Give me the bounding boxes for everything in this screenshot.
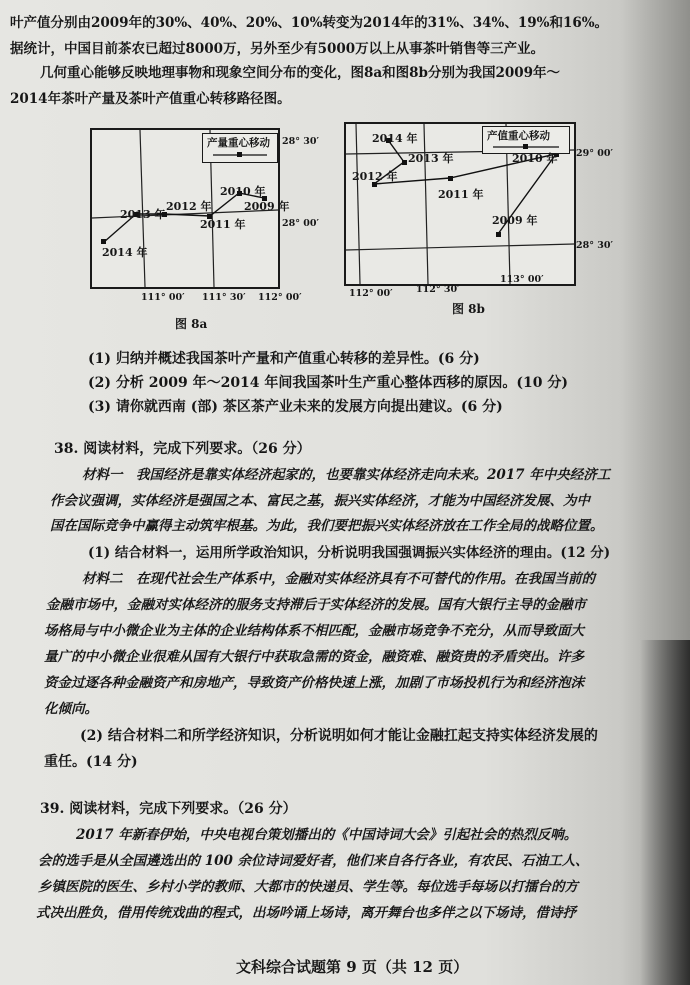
point-2009 (496, 232, 501, 237)
lat-label: 29° 00′ (576, 148, 614, 159)
legend-8a (202, 133, 278, 163)
year-label-2013: 2013 年 (120, 208, 166, 221)
intro-line-3: 几何重心能够反映地理事物和现象空间分布的变化，图8a和图8b分别为我国2009年～ (40, 65, 561, 81)
lat-label: 28° 30′ (576, 240, 614, 251)
q37-sub-2: (2) 分析 2009 年～2014 年间我国茶叶生产重心整体西移的原因。(10 分) (88, 375, 569, 391)
q38-sub-1: (1) 结合材料一，运用所学政治知识，分析说明我国强调振兴实体经济的理由。(12 分) (88, 545, 611, 561)
lon-label: 111° 30′ (202, 292, 246, 303)
q38-material-2-line-4: 量广的中小微企业很难从国有大银行中获取急需的资金，融资难、融资贵的矛盾突出。许多 (44, 649, 584, 665)
page-footer: 文科综合试题第 9 页（共 12 页） (236, 958, 469, 976)
q38-material-1-line-2: 作会议强调，实体经济是强国之本、富民之基，振兴实体经济，才能为中国经济发展、为中 (50, 493, 590, 509)
q38-heading: 38. 阅读材料，完成下列要求。（26 分） (54, 441, 311, 457)
lon-label: 112° 30′ (416, 284, 460, 295)
year-label-2012: 2012 年 (166, 200, 212, 213)
year-label-2014: 2014 年 (372, 132, 418, 145)
lon-label: 113° 00′ (500, 274, 544, 285)
caption-8b: 图 8b (452, 302, 485, 316)
year-label-2014: 2014 年 (102, 246, 148, 259)
q38-sub-2-line-2: 重任。(14 分) (44, 754, 138, 770)
q38-material-2-line-3: 场格局与中小微企业为主体的企业结构体系不相匹配，金融市场竞争不充分，从而导致面大 (44, 623, 584, 639)
q38-material-2-line-2: 金融市场中，金融对实体经济的服务支持滞后于实体经济的发展。国有大银行主导的金融市 (46, 597, 586, 613)
latitude-line (346, 244, 574, 250)
year-label-2009: 2009 年 (244, 200, 290, 213)
intro-line-2: 据统计，中国目前茶农已超过8000万，另外至少有5000万以上从事茶叶销售等三产业。 (10, 41, 545, 57)
point-2013 (402, 160, 407, 165)
year-label-2009: 2009 年 (492, 214, 538, 227)
lat-label: 28° 30′ (282, 136, 320, 147)
point-2011 (448, 176, 453, 181)
longitude-line (356, 124, 360, 284)
longitude-line (424, 124, 428, 284)
q37-sub-3: (3) 请你就西南 (部) 茶区茶产业未来的发展方向提出建议。(6 分) (88, 399, 503, 415)
figure-8b-map (344, 122, 576, 286)
q38-material-2-line-6: 化倾向。 (44, 701, 98, 717)
lon-label: 112° 00′ (258, 292, 302, 303)
q38-material-1-line-3: 国在国际竞争中赢得主动筑牢根基。为此，我们要把振兴实体经济放在工作全局的战略位置。 (50, 518, 604, 534)
legend-label: 产值重心移动 (487, 130, 550, 142)
year-label-2010: 2010 年 (220, 185, 266, 198)
intro-line-4: 2014年茶叶产量及茶叶产值重心转移路径图。 (10, 91, 291, 107)
q37-sub-1: (1) 归纳并概述我国茶叶产量和产值重心转移的差异性。(6 分) (88, 351, 480, 367)
year-label-2011: 2011 年 (200, 218, 246, 231)
page-edge-shadow (640, 640, 690, 985)
q39-para-line-2: 会的选手是从全国遴选出的 100 余位诗词爱好者，他们来自各行各业，有农民、石油工人、 (38, 853, 589, 869)
q39-para-line-3: 乡镇医院的医生、乡村小学的教师、大都市的快递员、学生等。每位选手每场以打擂台的方 (38, 879, 578, 895)
figure-8a-map (90, 128, 290, 289)
q39-heading: 39. 阅读材料，完成下列要求。（26 分） (40, 801, 297, 817)
legend-symbol (203, 134, 277, 162)
year-label-2013: 2013 年 (408, 152, 454, 165)
q38-sub-2-line-1: (2) 结合材料二和所学经济知识，分析说明如何才能让金融扛起支持实体经济发展的 (80, 728, 598, 744)
lon-label: 112° 00′ (349, 288, 393, 299)
year-label-2012: 2012 年 (352, 170, 398, 183)
year-label-2011: 2011 年 (438, 188, 484, 201)
caption-8a: 图 8a (175, 317, 208, 331)
q39-para-line-1: 2017 年新春伊始，中央电视台策划播出的《中国诗词大会》引起社会的热烈反响。 (76, 827, 578, 843)
q38-material-2-line-5: 资金过逐各种金融资产和房地产，导致资产价格快速上涨，加剧了市场投机行为和经济泡沫 (44, 675, 584, 691)
q38-material-2-line-1: 材料二 在现代社会生产体系中，金融对实体经济具有不可替代的作用。在我国当前的 (82, 571, 595, 587)
year-label-2010: 2010 年 (512, 152, 558, 165)
intro-line-1: 叶产值分别由2009年的30%、40%、20%、10%转变为2014年的31%、34%、19%和16%。 (10, 15, 609, 31)
lat-label: 28° 00′ (282, 218, 320, 229)
legend-label: 产量重心移动 (207, 137, 270, 149)
q38-material-1-line-1: 材料一 我国经济是靠实体经济起家的，也要靠实体经济走向未来。2017 年中央经济工 (82, 467, 611, 483)
q39-para-line-4: 式决出胜负，借用传统戏曲的程式，出场吟诵上场诗，离开舞台也多伴之以下场诗，借诗抒 (36, 905, 576, 921)
lon-label: 111° 00′ (141, 292, 185, 303)
